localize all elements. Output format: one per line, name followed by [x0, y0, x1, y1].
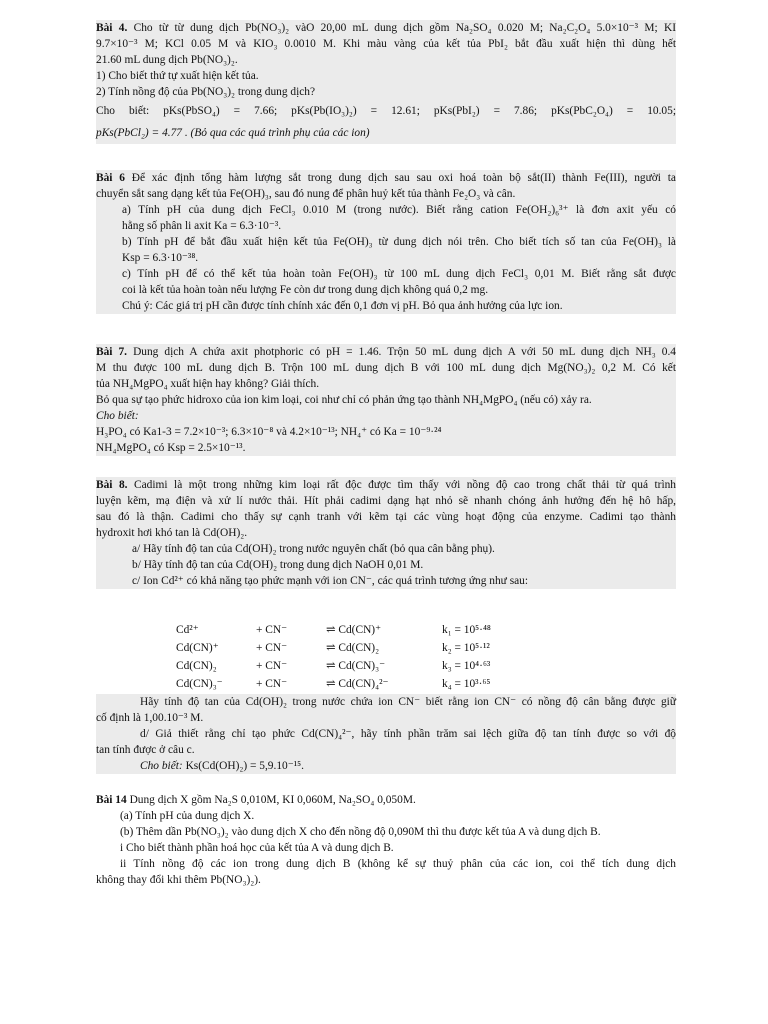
bai4-line: 9.7×10⁻³ M; KCl 0.05 M và KIO₃ 0.0010 M. Khi màu vàng của kết tủa PbI₂ bắt đầu xuất hiện thì dùng hết	[96, 38, 676, 50]
bai-14	[96, 792, 676, 888]
equilibrium-row	[176, 657, 496, 675]
eq-constant: k₃ = 10⁴·⁶³	[442, 660, 491, 672]
bai7-line: H₃PO₄ có Ka1-3 = 7.2×10⁻³; 6.3×10⁻⁸ và 4.2×10⁻¹³; NH₄⁺ có Ka = 10⁻⁹·²⁴	[96, 426, 442, 438]
bai6-line: chuyển sắt sang dạng kết tủa Fe(OH)₃, sau đó nung để phân huỷ kết tủa thành Fe₂O₃ và cân.	[96, 188, 516, 200]
bai14-line	[96, 792, 676, 808]
bai8-line: a/ Hãy tính độ tan của Cd(OH)₂ trong nước nguyên chất (bỏ qua cân bằng phụ).	[132, 543, 495, 555]
bai4-line: 1) Cho biết thứ tự xuất hiện kết tủa.	[96, 70, 259, 82]
bai4-text: Cho từ từ dung dịch Pb(NO₃)₂ vàO 20,00 mL dung dịch gồm Na₂SO₄ 0.020 M; Na₂C₂O₄ 5.0×10⁻³ M; KI	[133, 22, 676, 34]
bai7-text: Dung dịch A chứa axit photphoric có pH = 1.46. Trộn 50 mL dung dịch A với 50 mL dung dịch NH₃ 0.4	[133, 346, 677, 358]
bai8-line: tan tính được ở câu c.	[96, 744, 195, 756]
eq-ligand: + CN⁻	[256, 660, 288, 672]
bai7-title: Bài 7.	[96, 346, 128, 358]
bai7-line: M thu được 100 mL dung dịch B. Trộn 100 mL dung dịch B với 100 mL dung dịch Mg(NO₃)₂ 0,2 M. Có kết	[96, 362, 676, 374]
equilibrium-row	[176, 675, 496, 693]
eq-species: Cd(CN)⁺	[176, 642, 219, 654]
bai8-given: Ks(Cd(OH)₂) = 5,9.10⁻¹⁵.	[185, 760, 304, 772]
bai7-line	[96, 344, 676, 360]
bai6-line: b) Tính pH để bắt đầu xuất hiện kết tủa Fe(OH)₃ từ dung dịch nói trên. Cho biết tích số tan của Fe(OH)₃ là	[122, 236, 676, 248]
bai4-title: Bài 4.	[96, 22, 128, 34]
bai14-line: ii Tính nồng độ các ion trong dung dịch B (không kể sự thuỷ phân của các ion, coi thể tích dung dịch	[120, 858, 676, 870]
bai6-line: c) Tính pH để có thể kết tủa hoàn toàn Fe(OH)₃ từ 100 mL dung dịch FeCl₃ 0,01 M. Biết rằng sắt được	[122, 268, 676, 280]
eq-species: Cd(CN)₃⁻	[176, 678, 223, 690]
bai8-title: Bài 8.	[96, 479, 128, 491]
bai14-line: i Cho biết thành phần hoá học của kết tủa A và dung dịch B.	[120, 842, 394, 854]
bai14-text: Dung dịch X gồm Na₂S 0,010M, KI 0,060M, Na₂SO₄ 0,050M.	[129, 794, 416, 806]
bai4-line: 21.60 mL dung dịch Pb(NO₃)₂.	[96, 54, 238, 66]
eq-product: ⇌ Cd(CN)⁺	[326, 624, 382, 636]
eq-constant: k₄ = 10³·⁶⁵	[442, 678, 491, 690]
bai8-line: c/ Ion Cd²⁺ có khả năng tạo phức mạnh với ion CN⁻, các quá trình tương ứng như sau:	[132, 575, 529, 587]
eq-ligand: + CN⁻	[256, 678, 288, 690]
bai-6	[96, 170, 676, 314]
eq-product: ⇌ Cd(CN)₂	[326, 642, 380, 654]
eq-species: Cd²⁺	[176, 624, 199, 636]
bai4-pk-line: Cho biết: pKs(PbSO₄) = 7.66; pKs(Pb(IO₃)₂) = 12.61; pKs(PbI₂) = 7.86; pKs(PbC₂O₄) = 10.05;	[96, 105, 676, 117]
bai8-text: Cadimi là một trong những kim loại rất độc được tìm thấy với nồng độ cao trong chất thải từ quá trình	[134, 479, 676, 491]
bai7-line: Bỏ qua sự tạo phức hidroxo của ion kim loại, coi như chỉ có phản ứng tạo thành NH₄MgPO₄ (nếu có) xảy ra.	[96, 394, 592, 406]
bai6-title: Bài 6	[96, 172, 125, 184]
bai6-line: coi là kết tủa hoàn toàn nếu lượng Fe còn dư trong dung dịch không quá 0,2 mg.	[122, 284, 489, 296]
bai6-line	[96, 170, 676, 186]
bai8-line: d/ Giả thiết rằng chỉ tạo phức Cd(CN)₄²⁻, hãy tính phần trăm sai lệch giữa độ tan tính được so với độ	[140, 728, 676, 740]
bai6-line: Ksp = 6.3·10⁻³⁸.	[122, 252, 199, 264]
eq-ligand: + CN⁻	[256, 642, 288, 654]
bai14-line: (b) Thêm dần Pb(NO₃)₂ vào dung dịch X cho đến nồng độ 0,090M thì thu được kết tủa A và dung dịch B.	[120, 826, 601, 838]
bai8-given-label: Cho biết:	[140, 760, 183, 772]
eq-ligand: + CN⁻	[256, 624, 288, 636]
bai8-line	[96, 758, 676, 774]
eq-product: ⇌ Cd(CN)₃⁻	[326, 660, 386, 672]
bai14-line: (a) Tính pH của dung dịch X.	[120, 810, 255, 822]
equilibrium-row	[176, 621, 496, 639]
eq-species: Cd(CN)₂	[176, 660, 217, 672]
bai14-title: Bài 14	[96, 794, 127, 806]
bai8-line: cố định là 1,00.10⁻³ M.	[96, 712, 204, 724]
bai8-line: hydroxit hơi khó tan là Cd(OH)₂.	[96, 527, 248, 539]
bai6-line: hằng số phân li axit Ka = 6.3·10⁻³.	[122, 220, 282, 232]
bai4-line: 2) Tính nồng độ của Pb(NO₃)₂ trong dung dịch?	[96, 86, 316, 98]
bai-4	[96, 20, 676, 144]
bai4-pk-line: pKs(PbCl₂) = 4.77 . (Bỏ qua các quá trình phụ của các ion)	[96, 127, 370, 139]
eq-product: ⇌ Cd(CN)₄²⁻	[326, 678, 389, 690]
bai8-line: b/ Hãy tính độ tan của Cd(OH)₂ trong dung dịch NaOH 0,01 M.	[132, 559, 424, 571]
bai8-line: luyện kẽm, mạ điện và xử lí nước thải. Hít phải cadimi dạng hạt nhỏ sẽ nhanh chóng ảnh hưởng đến hệ hô hấp,	[96, 495, 676, 507]
bai7-line: Cho biết:	[96, 410, 139, 422]
bai6-line: Chú ý: Các giá trị pH cần được tính chính xác đến 0,1 đơn vị pH. Bỏ qua ảnh hưởng của lực ion.	[122, 300, 563, 312]
bai8-line: sau đó là thận. Cadimi cho thấy sự cạnh tranh với kẽm tại các vùng hoạt động của enzyme. Cadimi tạo thành	[96, 511, 676, 523]
bai8-line	[96, 477, 676, 493]
bai7-line: NH₄MgPO₄ có Ksp = 2.5×10⁻¹³.	[96, 442, 246, 454]
bai-8-cont	[96, 694, 676, 774]
bai8-line: Hãy tính độ tan của Cd(OH)₂ trong nước chứa ion CN⁻ biết rằng ion CN⁻ có nồng độ cân bằng được giữ	[140, 696, 676, 708]
bai-8	[96, 477, 676, 589]
bai4-line	[96, 20, 676, 36]
eq-constant: k₁ = 10⁵·⁴⁸	[442, 624, 491, 636]
equilibrium-row	[176, 639, 496, 657]
bai-7	[96, 344, 676, 456]
bai6-line: a) Tính pH của dung dịch FeCl₃ 0.010 M (trong nước). Biết rằng cation Fe(OH₂)₆³⁺ là đơn axit yếu có	[122, 204, 676, 216]
bai6-text: Để xác định tổng hàm lượng sắt trong dung dịch sau sau oxi hoá toàn bộ sắt(II) thành Fe(III), người ta	[131, 172, 676, 184]
equilibrium-table	[176, 621, 496, 693]
eq-constant: k₂ = 10⁵·¹²	[442, 642, 490, 654]
bai7-line: tủa NH₄MgPO₄ xuất hiện hay không? Giải thích.	[96, 378, 320, 390]
bai14-line: không thay đổi khi thêm Pb(NO₃)₂).	[96, 874, 261, 886]
